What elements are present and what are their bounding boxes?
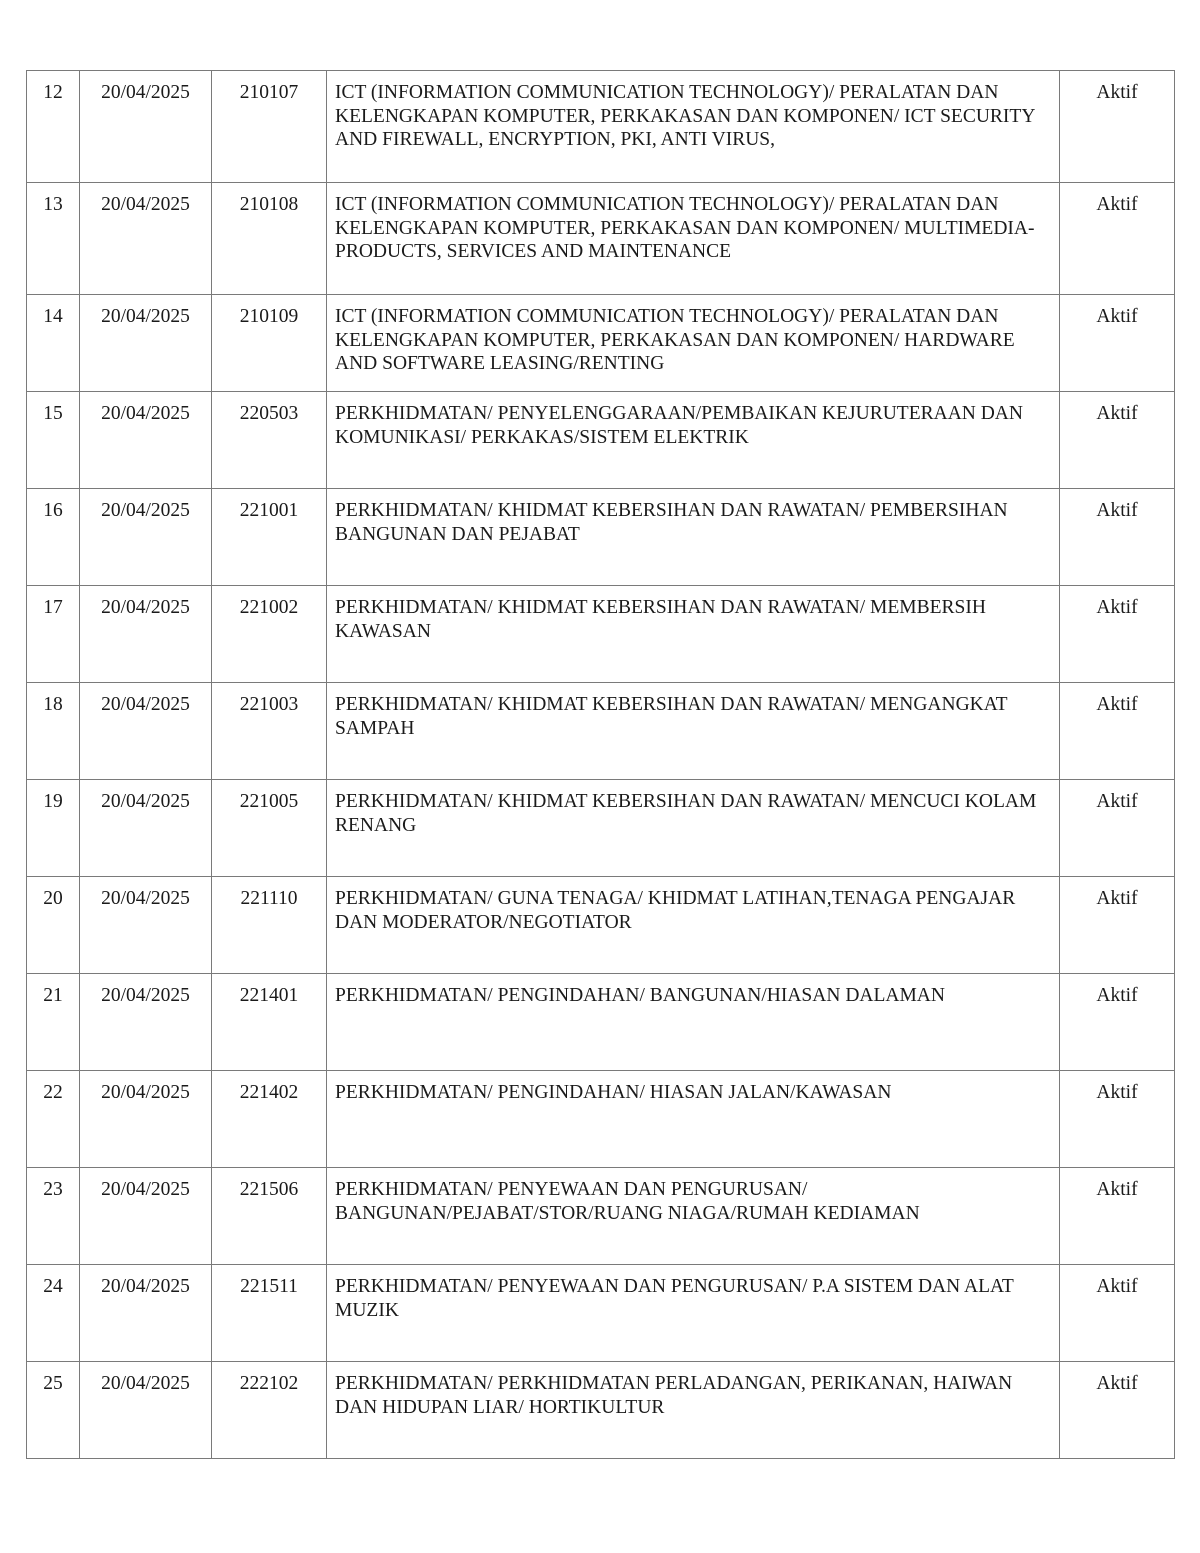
row-description: ICT (INFORMATION COMMUNICATION TECHNOLOGY)/ PERALATAN DAN KELENGKAPAN KOMPUTER, PERKAKASAN DAN KOMPONEN/ ICT SECURITY AND FIREWALL, ENCRYPTION, PKI, ANTI VIRUS, [327,71,1060,183]
table-row [27,877,1175,974]
table-row [27,683,1175,780]
row-date: 20/04/2025 [80,1265,212,1362]
table-row [27,974,1175,1071]
row-code: 220503 [212,392,327,489]
row-number: 12 [27,71,80,183]
row-description: PERKHIDMATAN/ KHIDMAT KEBERSIHAN DAN RAWATAN/ MEMBERSIH KAWASAN [327,586,1060,683]
row-code: 210108 [212,183,327,295]
row-description: PERKHIDMATAN/ KHIDMAT KEBERSIHAN DAN RAWATAN/ MENGANGKAT SAMPAH [327,683,1060,780]
row-number: 18 [27,683,80,780]
table-row [27,489,1175,586]
row-date: 20/04/2025 [80,183,212,295]
row-code: 221001 [212,489,327,586]
row-status: Aktif [1060,877,1175,974]
row-status: Aktif [1060,71,1175,183]
row-description: ICT (INFORMATION COMMUNICATION TECHNOLOGY)/ PERALATAN DAN KELENGKAPAN KOMPUTER, PERKAKASAN DAN KOMPONEN/ MULTIMEDIA-PRODUCTS, SERVICES AND MAINTENANCE [327,183,1060,295]
row-description: PERKHIDMATAN/ PENYELENGGARAAN/PEMBAIKAN KEJURUTERAAN DAN KOMUNIKASI/ PERKAKAS/SISTEM ELEKTRIK [327,392,1060,489]
row-status: Aktif [1060,183,1175,295]
row-code: 221511 [212,1265,327,1362]
row-date: 20/04/2025 [80,780,212,877]
row-status: Aktif [1060,295,1175,392]
row-code: 221110 [212,877,327,974]
row-date: 20/04/2025 [80,1362,212,1459]
row-date: 20/04/2025 [80,877,212,974]
row-description: PERKHIDMATAN/ PENGINDAHAN/ HIASAN JALAN/KAWASAN [327,1071,1060,1168]
row-status: Aktif [1060,489,1175,586]
table-row [27,1362,1175,1459]
row-date: 20/04/2025 [80,71,212,183]
row-date: 20/04/2025 [80,295,212,392]
row-description: PERKHIDMATAN/ KHIDMAT KEBERSIHAN DAN RAWATAN/ MENCUCI KOLAM RENANG [327,780,1060,877]
row-code: 221003 [212,683,327,780]
table-row [27,183,1175,295]
row-date: 20/04/2025 [80,1168,212,1265]
row-number: 22 [27,1071,80,1168]
row-status: Aktif [1060,1168,1175,1265]
row-description: PERKHIDMATAN/ GUNA TENAGA/ KHIDMAT LATIHAN,TENAGA PENGAJAR DAN MODERATOR/NEGOTIATOR [327,877,1060,974]
row-status: Aktif [1060,1362,1175,1459]
row-number: 21 [27,974,80,1071]
row-status: Aktif [1060,974,1175,1071]
row-description: PERKHIDMATAN/ PERKHIDMATAN PERLADANGAN, PERIKANAN, HAIWAN DAN HIDUPAN LIAR/ HORTIKULTUR [327,1362,1060,1459]
row-number: 14 [27,295,80,392]
row-date: 20/04/2025 [80,974,212,1071]
row-date: 20/04/2025 [80,489,212,586]
row-code: 221002 [212,586,327,683]
row-status: Aktif [1060,392,1175,489]
row-number: 19 [27,780,80,877]
table-row [27,1265,1175,1362]
row-description: PERKHIDMATAN/ KHIDMAT KEBERSIHAN DAN RAWATAN/ PEMBERSIHAN BANGUNAN DAN PEJABAT [327,489,1060,586]
table-row [27,586,1175,683]
row-code: 221401 [212,974,327,1071]
row-status: Aktif [1060,1265,1175,1362]
row-number: 23 [27,1168,80,1265]
row-description: PERKHIDMATAN/ PENGINDAHAN/ BANGUNAN/HIASAN DALAMAN [327,974,1060,1071]
row-status: Aktif [1060,1071,1175,1168]
row-number: 13 [27,183,80,295]
row-number: 25 [27,1362,80,1459]
table-row [27,295,1175,392]
row-code: 221005 [212,780,327,877]
table-row [27,780,1175,877]
table-row [27,71,1175,183]
row-status: Aktif [1060,780,1175,877]
row-code: 221506 [212,1168,327,1265]
row-status: Aktif [1060,586,1175,683]
row-code: 222102 [212,1362,327,1459]
table-row [27,392,1175,489]
row-date: 20/04/2025 [80,1071,212,1168]
table-row [27,1071,1175,1168]
row-number: 24 [27,1265,80,1362]
row-number: 16 [27,489,80,586]
row-date: 20/04/2025 [80,392,212,489]
row-date: 20/04/2025 [80,586,212,683]
row-number: 20 [27,877,80,974]
row-status: Aktif [1060,683,1175,780]
row-code: 210109 [212,295,327,392]
row-code: 210107 [212,71,327,183]
row-code: 221402 [212,1071,327,1168]
row-date: 20/04/2025 [80,683,212,780]
row-description: ICT (INFORMATION COMMUNICATION TECHNOLOGY)/ PERALATAN DAN KELENGKAPAN KOMPUTER, PERKAKASAN DAN KOMPONEN/ HARDWARE AND SOFTWARE LEASING/RENTING [327,295,1060,392]
row-number: 15 [27,392,80,489]
registration-table [26,70,1175,1459]
table-row [27,1168,1175,1265]
row-description: PERKHIDMATAN/ PENYEWAAN DAN PENGURUSAN/ P.A SISTEM DAN ALAT MUZIK [327,1265,1060,1362]
row-description: PERKHIDMATAN/ PENYEWAAN DAN PENGURUSAN/ BANGUNAN/PEJABAT/STOR/RUANG NIAGA/RUMAH KEDIAMAN [327,1168,1060,1265]
row-number: 17 [27,586,80,683]
